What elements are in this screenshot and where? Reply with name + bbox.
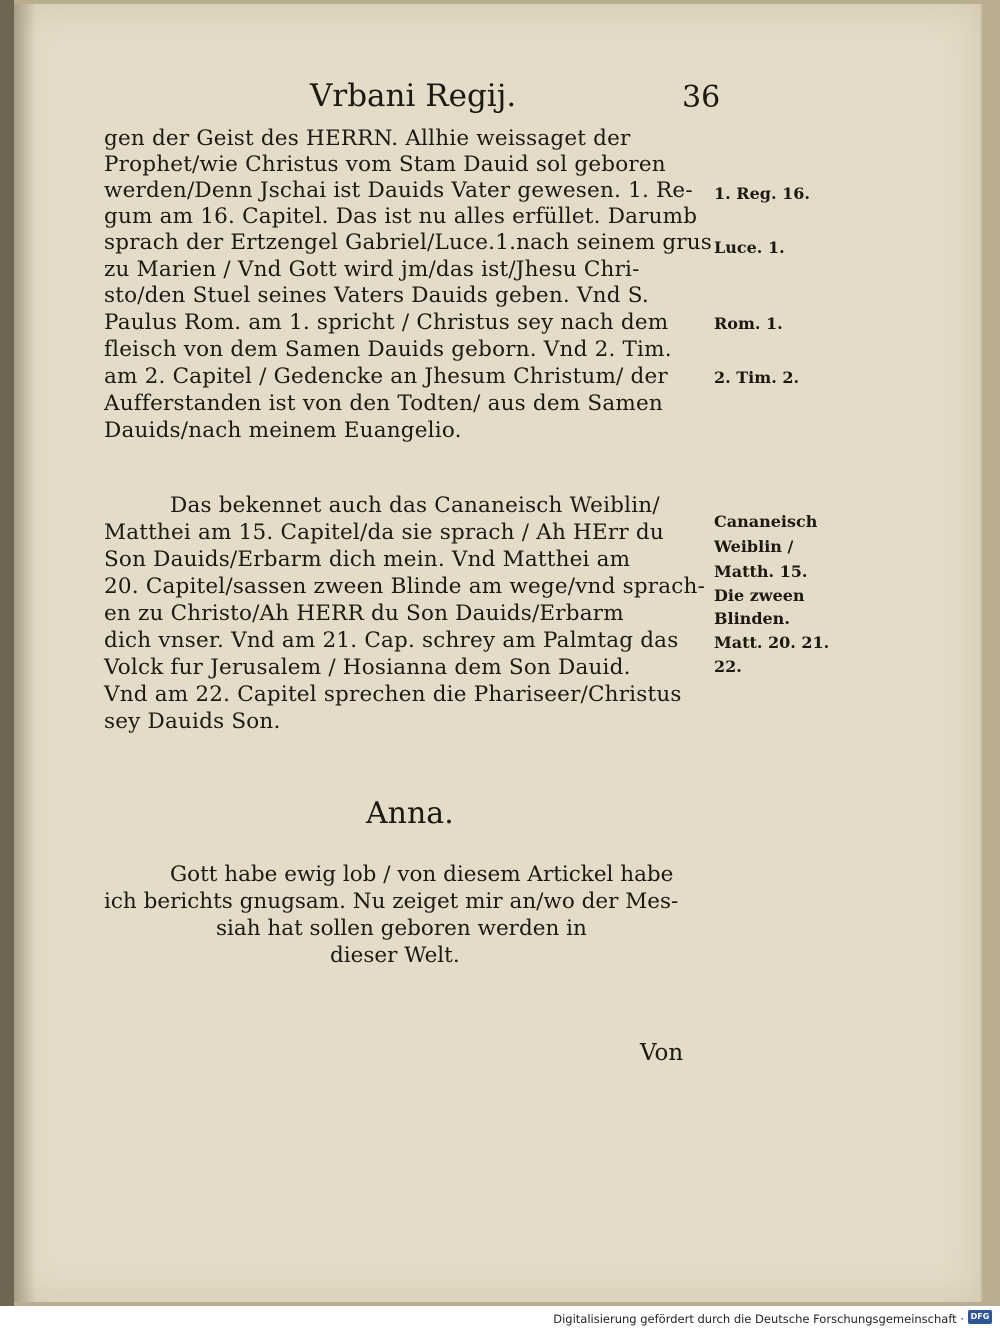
text-line: Son Dauids/Erbarm dich mein. Vnd Matthei am — [104, 547, 631, 572]
text-line: sprach der Ertzengel Gabriel/Luce.1.nach seinem grus — [104, 230, 713, 255]
marginal-note: 1. Reg. 16. — [714, 184, 810, 203]
text-line: dieser Welt. — [330, 943, 460, 968]
catchword: Von — [640, 1040, 684, 1066]
text-line: Gott habe ewig lob / von diesem Artickel habe — [170, 862, 674, 887]
text-line: werden/Denn Jschai ist Dauids Vater gewesen. 1. Re- — [104, 178, 693, 203]
text-line: Dauids/nach meinem Euangelio. — [104, 418, 462, 443]
marginal-note: Weiblin / — [714, 537, 794, 556]
text-line: en zu Christo/Ah HERR du Son Dauids/Erbarm — [104, 601, 624, 626]
text-line: am 2. Capitel / Gedencke an Jhesum Christum/ der — [104, 364, 668, 389]
page-number: 36 — [682, 80, 721, 115]
text-line: Vnd am 22. Capitel sprechen die Phariseer/Christus — [104, 682, 682, 707]
book-spine-edge — [0, 0, 14, 1306]
gutter-shadow — [14, 4, 36, 1302]
marginal-note: Blinden. — [714, 609, 790, 628]
text-line: Aufferstanden ist von den Todten/ aus dem Samen — [104, 391, 663, 416]
text-line: sto/den Stuel seines Vaters Dauids geben. Vnd S. — [104, 283, 649, 308]
section-heading-anna: Anna. — [366, 796, 454, 831]
text-line: Paulus Rom. am 1. spricht / Christus sey nach dem — [104, 310, 669, 335]
text-line: ich berichts gnugsam. Nu zeiget mir an/wo der Mes- — [104, 889, 679, 914]
marginal-note: Cananeisch — [714, 512, 818, 531]
text-line: Volck fur Jerusalem / Hosianna dem Son Dauid. — [104, 655, 631, 680]
text-line: fleisch von dem Samen Dauids geborn. Vnd 2. Tim. — [104, 337, 672, 362]
text-line: 20. Capitel/sassen zween Blinde am wege/vnd sprach- — [104, 574, 706, 599]
text-line: siah hat sollen geboren werden in — [216, 916, 587, 941]
text-line: Matthei am 15. Capitel/da sie sprach / Ah HErr du — [104, 520, 664, 545]
running-head: Vrbani Regij. — [310, 78, 517, 114]
dfg-logo: DFG — [968, 1310, 992, 1324]
text-line: Prophet/wie Christus vom Stam Dauid sol geboren — [104, 152, 666, 177]
marginal-note: Luce. 1. — [714, 238, 785, 257]
marginal-note: 2. Tim. 2. — [714, 368, 800, 387]
marginal-note: Matt. 20. 21. — [714, 633, 830, 652]
footer-credit: Digitalisierung gefördert durch die Deutsche Forschungsgemeinschaft · — [553, 1312, 964, 1326]
text-line: zu Marien / Vnd Gott wird jm/das ist/Jhesu Chri- — [104, 257, 640, 282]
marginal-note: 22. — [714, 657, 742, 676]
text-line: sey Dauids Son. — [104, 709, 281, 734]
marginal-note: Matth. 15. — [714, 562, 808, 581]
text-line: gen der Geist des HERRN. Allhie weissaget der — [104, 126, 631, 151]
text-line: gum am 16. Capitel. Das ist nu alles erfüllet. Darumb — [104, 204, 698, 229]
text-line: dich vnser. Vnd am 21. Cap. schrey am Palmtag das — [104, 628, 679, 653]
text-line: Das bekennet auch das Cananeisch Weiblin/ — [170, 493, 660, 518]
marginal-note: Rom. 1. — [714, 314, 783, 333]
marginal-note: Die zween — [714, 586, 805, 605]
